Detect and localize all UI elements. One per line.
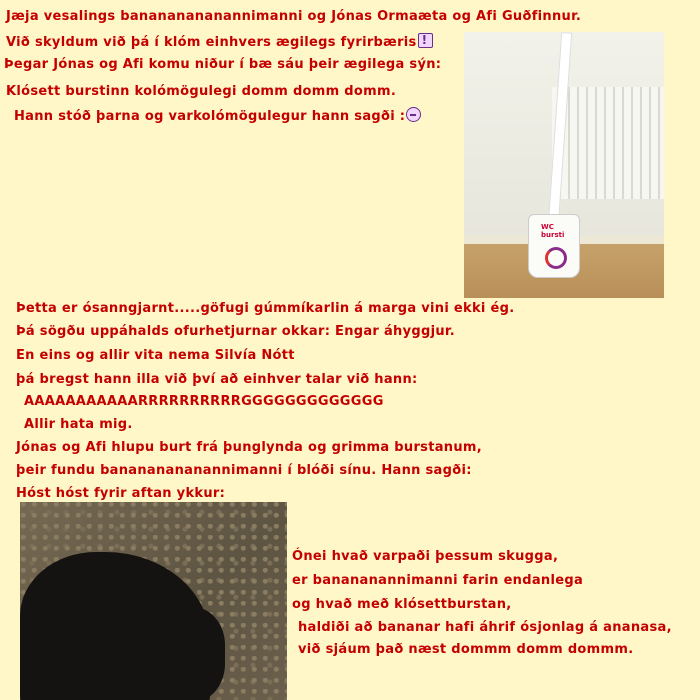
text-line-12: Jónas og Afi hlupu burt frá þunglynda og grimma burstanum, bbox=[16, 440, 482, 455]
text-line-19: við sjáum það næst dommm domm dommm. bbox=[298, 642, 634, 657]
text-line-2: Við skyldum við þá í klóm einhvers ægilegs fyrirbæris! bbox=[6, 33, 433, 51]
text-line-13: þeir fundu banananananannimanni í blóði sínu. Hann sagði: bbox=[16, 463, 472, 478]
text-line-18: haldiði að bananar hafi áhrif ósjonlag á ananasa, bbox=[298, 620, 672, 635]
text-line-11: Allir hata mig. bbox=[24, 417, 133, 432]
shadow-photo bbox=[20, 502, 287, 700]
exclaim-emoticon-icon bbox=[418, 33, 433, 48]
text-line-8: En eins og allir vita nema Silvía Nótt bbox=[16, 348, 295, 363]
text-line-17: og hvað með klósettburstan, bbox=[292, 597, 512, 612]
text-line-15: Ónei hvað varpaði þessum skugga, bbox=[292, 549, 559, 564]
text-line-4: Klósett burstinn kolómögulegi domm domm domm. bbox=[6, 84, 397, 99]
text-line-3: Þegar Jónas og Afi komu niður í bæ sáu þeir ægilega sýn: bbox=[4, 57, 442, 72]
text-line-16: er banananannimanni farin endanlega bbox=[292, 573, 584, 588]
text-line-14: Hóst hóst fyrir aftan ykkur: bbox=[16, 486, 226, 501]
text-line-9: þá bregst hann illa við því að einhver talar við hann: bbox=[16, 372, 418, 387]
brush-logo-icon bbox=[545, 247, 567, 269]
text-line-6: Þetta er ósanngjarnt.....göfugi gúmmíkarlin á marga vini ekki ég. bbox=[16, 301, 515, 316]
wc-label: WC bursti bbox=[541, 223, 565, 239]
sad-emoticon-icon bbox=[406, 107, 421, 122]
text-line-5: Hann stóð þarna og varkolómögulegur hann sagði : bbox=[14, 107, 421, 125]
text-line-7: Þá sögðu uppáhalds ofurhetjurnar okkar: Engar áhyggjur. bbox=[16, 324, 455, 339]
text-line-1: Jæja vesalings banananananannimanni og Jónas Ormaæta og Afi Guðfinnur. bbox=[6, 9, 582, 24]
toilet-brush-photo bbox=[464, 32, 664, 298]
text-line-10: AAAAAAAAAAARRRRRRRRRRGGGGGGGGGGGGG bbox=[24, 394, 384, 409]
